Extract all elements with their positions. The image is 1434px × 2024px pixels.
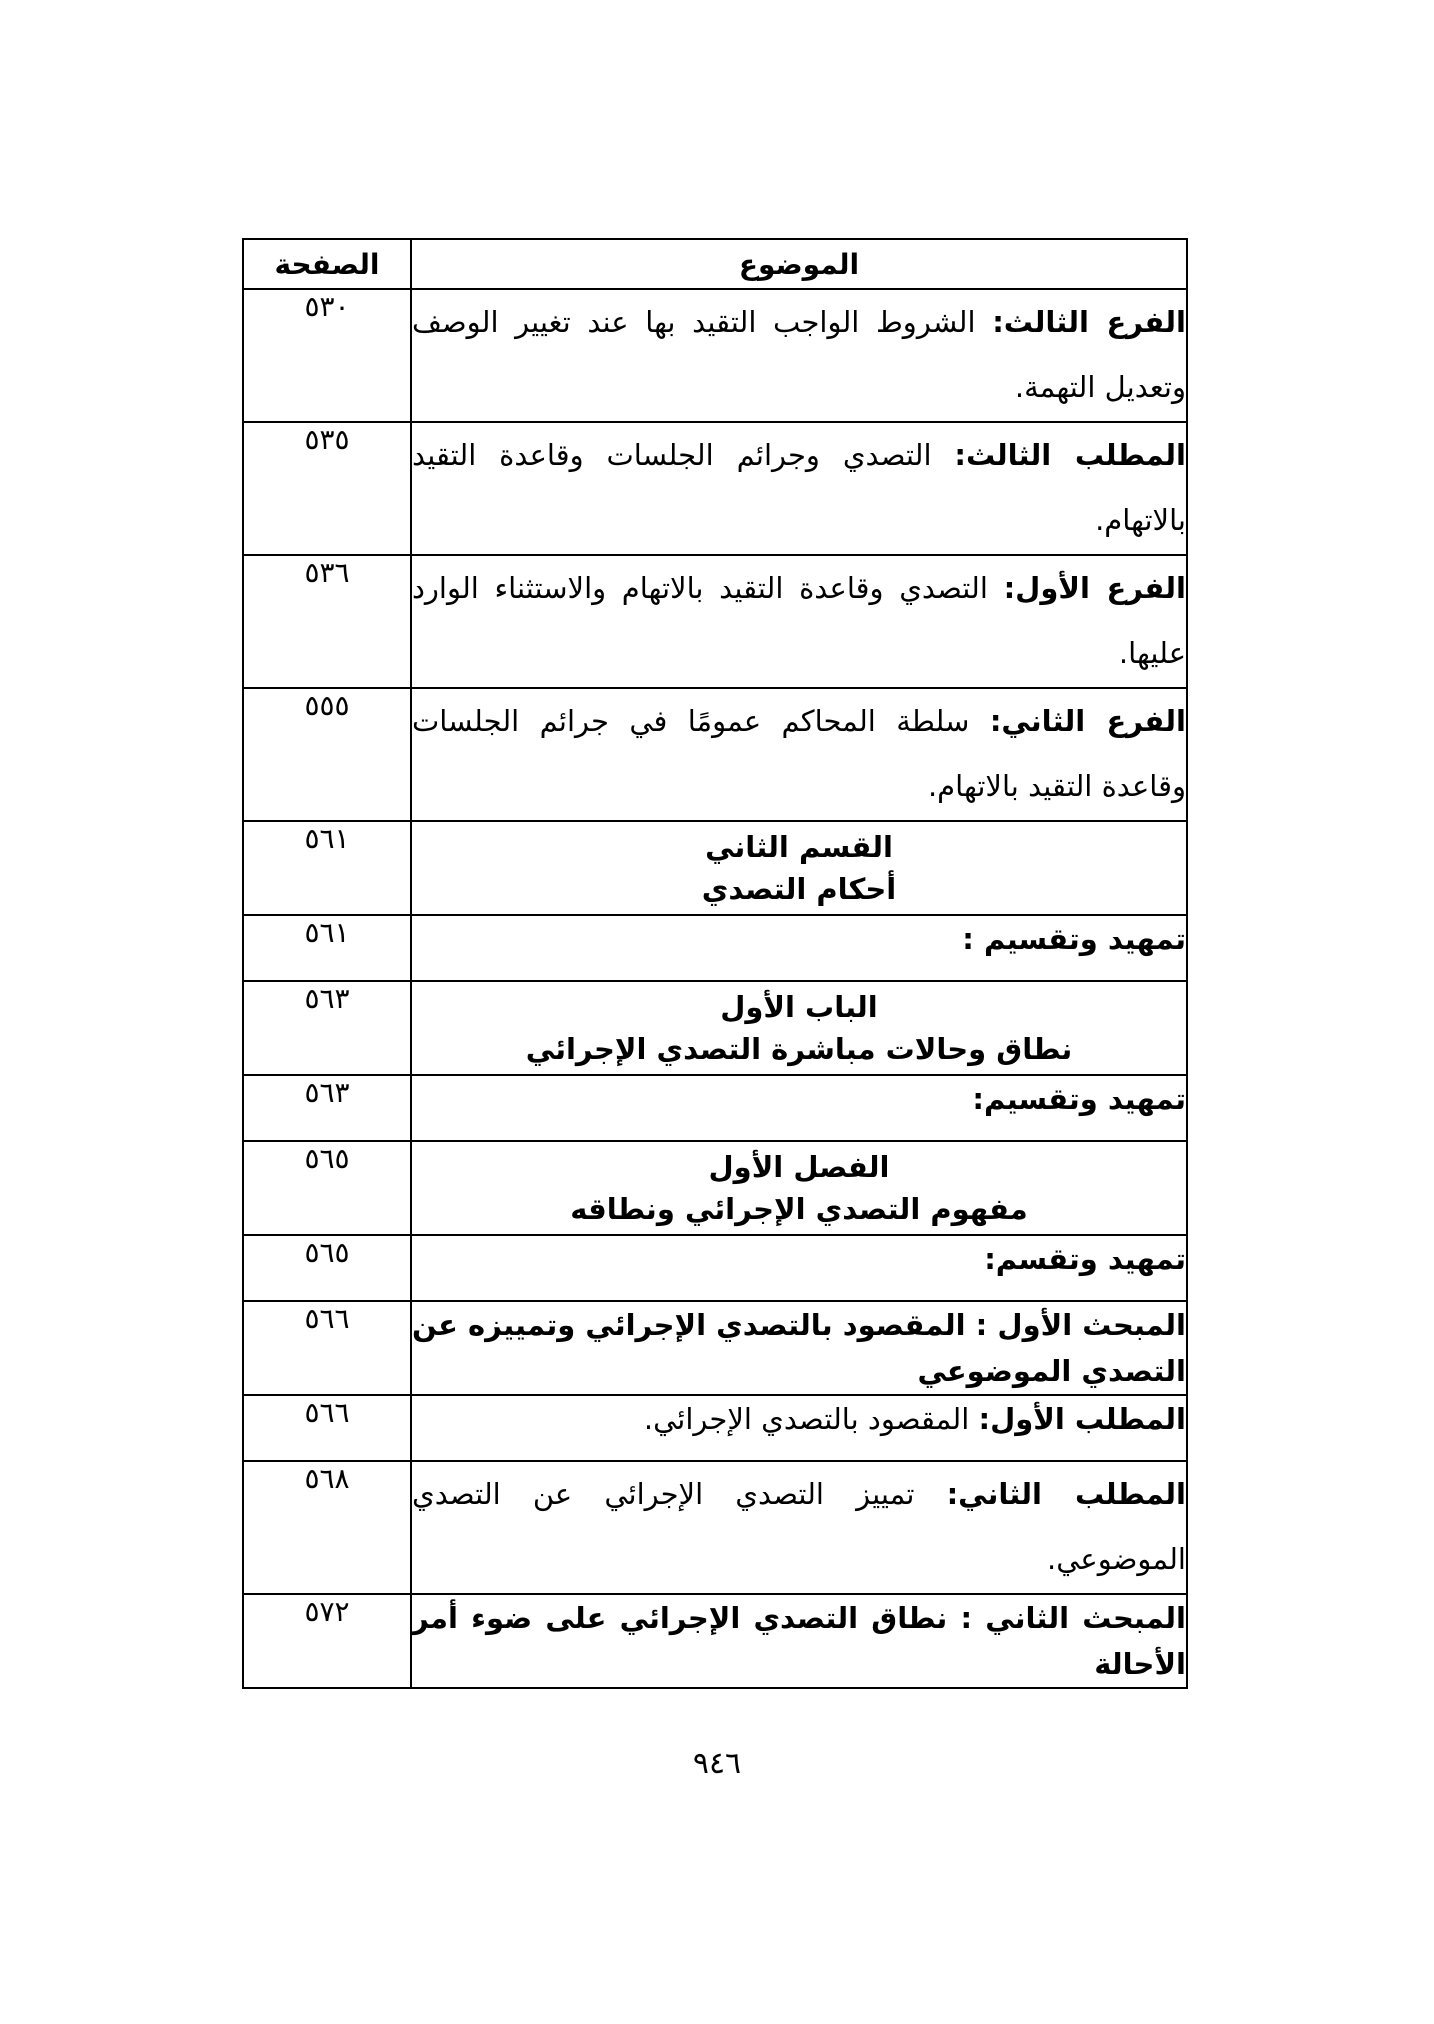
table-row bbox=[243, 289, 1187, 422]
topic-cell bbox=[411, 1235, 1187, 1301]
entry-text: الشروط الواجب التقيد بها عند تغيير الوصف وتعديل التهمة. bbox=[412, 305, 1186, 404]
topic-cell bbox=[411, 1594, 1187, 1688]
table-row bbox=[243, 1395, 1187, 1461]
table-row bbox=[243, 1075, 1187, 1141]
table-row bbox=[243, 1301, 1187, 1395]
topic-header: الموضوع bbox=[411, 239, 1187, 289]
topic-cell bbox=[411, 1395, 1187, 1461]
section-subtitle: مفهوم التصدي الإجرائي ونطاقه bbox=[570, 1192, 1028, 1226]
entry-label: المبحث الأول bbox=[997, 1308, 1186, 1342]
page-number-cell: ٥٦١ bbox=[243, 821, 411, 915]
entry-text: : bbox=[984, 1242, 996, 1276]
entry-label: المطلب الثاني: bbox=[946, 1477, 1186, 1511]
topic-cell bbox=[411, 1075, 1187, 1141]
entry-label: تمهيد وتقسيم bbox=[983, 1082, 1186, 1116]
table-row bbox=[243, 1235, 1187, 1301]
topic-cell bbox=[411, 289, 1187, 422]
entry-text: : نطاق التصدي الإجرائي على ضوء أمر الأحالة bbox=[412, 1601, 1186, 1681]
topic-cell bbox=[411, 915, 1187, 981]
entry-label: المطلب الأول: bbox=[978, 1402, 1186, 1436]
entry-label: تمهيد وتقسم bbox=[995, 1242, 1186, 1276]
entry-text: المقصود بالتصدي الإجرائي. bbox=[643, 1402, 979, 1436]
page-number-cell: ٥٣٦ bbox=[243, 555, 411, 688]
page-number-cell: ٥٦٥ bbox=[243, 1141, 411, 1235]
page-number-cell: ٥٣٥ bbox=[243, 422, 411, 555]
page-number-cell: ٥٥٥ bbox=[243, 688, 411, 821]
page-number-cell: ٥٦٥ bbox=[243, 1235, 411, 1301]
page-number: ٩٤٦ bbox=[692, 1746, 742, 1781]
entry-label: الفرع الثالث: bbox=[992, 305, 1186, 339]
entry-label: الفرع الثاني: bbox=[989, 704, 1186, 738]
topic-cell bbox=[411, 1301, 1187, 1395]
table-row bbox=[243, 1141, 1187, 1235]
page-number-cell: ٥٧٢ bbox=[243, 1594, 411, 1688]
page-number-cell: ٥٦٨ bbox=[243, 1461, 411, 1594]
table-row bbox=[243, 555, 1187, 688]
toc-header-row bbox=[243, 239, 1187, 289]
table-row bbox=[243, 981, 1187, 1075]
table-row bbox=[243, 688, 1187, 821]
entry-text: : bbox=[962, 922, 984, 956]
table-row bbox=[243, 1594, 1187, 1688]
page-number-cell: ٥٦٦ bbox=[243, 1301, 411, 1395]
entry-label: تمهيد وتقسيم bbox=[983, 922, 1186, 956]
entry-text: : bbox=[972, 1082, 984, 1116]
entry-label: المبحث الثاني bbox=[985, 1601, 1186, 1635]
entry-text: سلطة المحاكم عمومًا في جرائم الجلسات وقاعدة التقيد بالاتهام. bbox=[412, 704, 1186, 803]
topic-cell bbox=[411, 555, 1187, 688]
entry-text: التصدي وجرائم الجلسات وقاعدة التقيد بالاتهام. bbox=[412, 438, 1186, 537]
section-subtitle: نطاق وحالات مباشرة التصدي الإجرائي bbox=[525, 1032, 1073, 1066]
topic-cell bbox=[411, 981, 1187, 1075]
page-header: الصفحة bbox=[243, 239, 411, 289]
topic-cell bbox=[411, 1141, 1187, 1235]
table-row bbox=[243, 915, 1187, 981]
page-number-cell: ٥٦٣ bbox=[243, 1075, 411, 1141]
page-number-cell: ٥٦٦ bbox=[243, 1395, 411, 1461]
topic-cell bbox=[411, 1461, 1187, 1594]
entry-label: الفرع الأول: bbox=[1003, 571, 1186, 605]
entry-text: : المقصود بالتصدي الإجرائي وتمييزه عن التصدي الموضوعي bbox=[412, 1308, 1186, 1388]
section-subtitle: أحكام التصدي bbox=[701, 872, 897, 906]
table-row bbox=[243, 821, 1187, 915]
topic-cell bbox=[411, 821, 1187, 915]
topic-cell bbox=[411, 422, 1187, 555]
section-title: القسم الثاني bbox=[705, 830, 893, 864]
toc-table bbox=[242, 238, 1188, 1689]
topic-cell bbox=[411, 688, 1187, 821]
table-row bbox=[243, 422, 1187, 555]
entry-label: المطلب الثالث: bbox=[954, 438, 1186, 472]
section-title: الفصل الأول bbox=[708, 1150, 890, 1184]
page-number-cell: ٥٦٣ bbox=[243, 981, 411, 1075]
entry-text: التصدي وقاعدة التقيد بالاتهام والاستثناء الوارد عليها. bbox=[412, 571, 1186, 670]
table-row bbox=[243, 1461, 1187, 1594]
page-number-cell: ٥٣٠ bbox=[243, 289, 411, 422]
entry-text: تمييز التصدي الإجرائي عن التصدي الموضوعي. bbox=[412, 1477, 1186, 1576]
section-title: الباب الأول bbox=[720, 990, 878, 1024]
page-number-cell: ٥٦١ bbox=[243, 915, 411, 981]
